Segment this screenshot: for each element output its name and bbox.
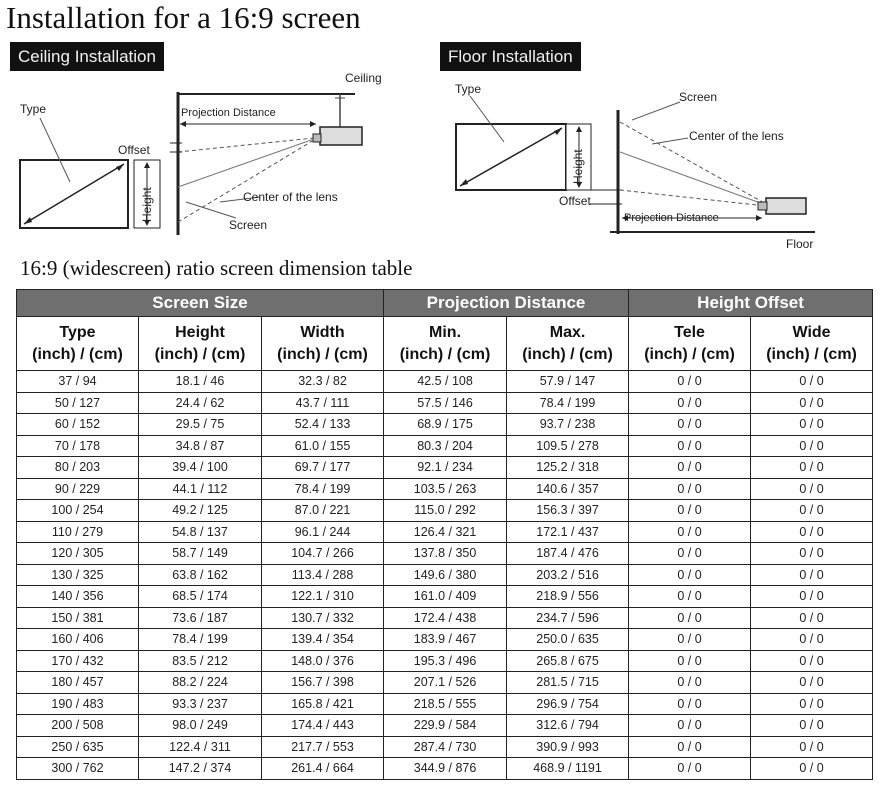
floor-height-label: Height	[571, 149, 585, 184]
table-cell: 195.3 / 496	[384, 650, 507, 672]
col-unit: (inch) / (cm)	[277, 345, 368, 363]
table-cell: 265.8 / 675	[507, 650, 629, 672]
table-cell: 344.9 / 876	[384, 758, 507, 780]
table-cell: 0 / 0	[751, 414, 873, 436]
table-cell: 229.9 / 584	[384, 715, 507, 737]
col-min	[384, 317, 507, 371]
table-cell: 92.1 / 234	[384, 457, 507, 479]
group-header-row	[17, 290, 873, 317]
col-label: Tele	[674, 323, 705, 341]
col-label: Type	[59, 323, 96, 341]
table-cell: 93.3 / 237	[139, 693, 262, 715]
table-cell: 0 / 0	[629, 607, 751, 629]
table-row	[17, 521, 873, 543]
table-cell: 126.4 / 321	[384, 521, 507, 543]
table-row	[17, 500, 873, 522]
col-unit: (inch) / (cm)	[644, 345, 735, 363]
table-cell: 50 / 127	[17, 392, 139, 414]
table-cell: 250.0 / 635	[507, 629, 629, 651]
col-label: Height	[175, 323, 225, 341]
table-cell: 24.4 / 62	[139, 392, 262, 414]
table-cell: 120 / 305	[17, 543, 139, 565]
table-cell: 109.5 / 278	[507, 435, 629, 457]
table-cell: 60 / 152	[17, 414, 139, 436]
table-cell: 61.0 / 155	[262, 435, 384, 457]
table-cell: 78.4 / 199	[262, 478, 384, 500]
table-cell: 88.2 / 224	[139, 672, 262, 694]
col-unit: (inch) / (cm)	[32, 345, 123, 363]
column-header-row	[17, 317, 873, 371]
table-cell: 0 / 0	[629, 435, 751, 457]
table-cell: 58.7 / 149	[139, 543, 262, 565]
table-cell: 0 / 0	[629, 629, 751, 651]
table-cell: 104.7 / 266	[262, 543, 384, 565]
table-cell: 103.5 / 263	[384, 478, 507, 500]
table-row	[17, 414, 873, 436]
table-cell: 0 / 0	[751, 478, 873, 500]
ceiling-screen-label: Screen	[229, 218, 268, 232]
table-row	[17, 650, 873, 672]
table-cell: 139.4 / 354	[262, 629, 384, 651]
table-cell: 73.6 / 187	[139, 607, 262, 629]
table-cell: 183.9 / 467	[384, 629, 507, 651]
col-height	[139, 317, 262, 371]
table-cell: 172.1 / 437	[507, 521, 629, 543]
floor-label: Floor	[786, 237, 814, 251]
ceiling-label: Ceiling	[345, 71, 382, 85]
ceiling-installation-diagram	[10, 72, 410, 247]
table-cell: 113.4 / 288	[262, 564, 384, 586]
table-cell: 150 / 381	[17, 607, 139, 629]
table-row	[17, 758, 873, 780]
col-unit: (inch) / (cm)	[399, 345, 491, 363]
table-cell: 0 / 0	[751, 758, 873, 780]
table-cell: 170 / 432	[17, 650, 139, 672]
table-row	[17, 586, 873, 608]
table-cell: 78.4 / 199	[507, 392, 629, 414]
table-cell: 43.7 / 111	[262, 392, 384, 414]
table-cell: 0 / 0	[629, 457, 751, 479]
table-cell: 0 / 0	[629, 392, 751, 414]
ceiling-height-label: Height	[140, 187, 154, 222]
table-cell: 125.2 / 318	[507, 457, 629, 479]
table-row	[17, 435, 873, 457]
table-row	[17, 392, 873, 414]
table-cell: 296.9 / 754	[507, 693, 629, 715]
ceiling-installation-header: Ceiling Installation	[10, 42, 164, 71]
table-cell: 0 / 0	[751, 371, 873, 393]
table-cell: 149.6 / 380	[384, 564, 507, 586]
table-cell: 69.7 / 177	[262, 457, 384, 479]
table-row	[17, 715, 873, 737]
table-cell: 234.7 / 596	[507, 607, 629, 629]
table-cell: 70 / 178	[17, 435, 139, 457]
table-cell: 90 / 229	[17, 478, 139, 500]
table-cell: 250 / 635	[17, 736, 139, 758]
table-cell: 200 / 508	[17, 715, 139, 737]
col-label: Min.	[429, 323, 462, 341]
table-cell: 281.5 / 715	[507, 672, 629, 694]
floor-center-lens-label: Center of the lens	[689, 129, 784, 143]
table-cell: 0 / 0	[629, 715, 751, 737]
table-cell: 29.5 / 75	[139, 414, 262, 436]
table-cell: 217.7 / 553	[262, 736, 384, 758]
table-cell: 93.7 / 238	[507, 414, 629, 436]
col-unit: (inch) / (cm)	[154, 345, 246, 363]
table-cell: 190 / 483	[17, 693, 139, 715]
table-cell: 0 / 0	[751, 586, 873, 608]
table-cell: 468.9 / 1191	[507, 758, 629, 780]
table-cell: 0 / 0	[629, 758, 751, 780]
table-row	[17, 693, 873, 715]
table-cell: 100 / 254	[17, 500, 139, 522]
table-cell: 174.4 / 443	[262, 715, 384, 737]
table-cell: 148.0 / 376	[262, 650, 384, 672]
table-cell: 218.5 / 555	[384, 693, 507, 715]
table-cell: 18.1 / 46	[139, 371, 262, 393]
table-cell: 0 / 0	[629, 586, 751, 608]
table-cell: 39.4 / 100	[139, 457, 262, 479]
table-row	[17, 371, 873, 393]
table-cell: 0 / 0	[751, 650, 873, 672]
table-body	[17, 371, 873, 780]
table-cell: 0 / 0	[629, 521, 751, 543]
col-label: Wide	[792, 323, 831, 341]
col-type	[17, 317, 139, 371]
table-cell: 207.1 / 526	[384, 672, 507, 694]
table-cell: 37 / 94	[17, 371, 139, 393]
table-cell: 0 / 0	[751, 543, 873, 565]
table-cell: 0 / 0	[751, 629, 873, 651]
table-cell: 87.0 / 221	[262, 500, 384, 522]
table-cell: 32.3 / 82	[262, 371, 384, 393]
table-cell: 57.5 / 146	[384, 392, 507, 414]
table-row	[17, 736, 873, 758]
table-cell: 54.8 / 137	[139, 521, 262, 543]
table-cell: 0 / 0	[751, 693, 873, 715]
table-cell: 122.4 / 311	[139, 736, 262, 758]
table-cell: 312.6 / 794	[507, 715, 629, 737]
col-width	[262, 317, 384, 371]
col-unit: (inch) / (cm)	[522, 345, 613, 363]
table-cell: 0 / 0	[629, 371, 751, 393]
col-label: Width	[300, 323, 345, 341]
table-cell: 63.8 / 162	[139, 564, 262, 586]
table-cell: 261.4 / 664	[262, 758, 384, 780]
col-wide	[751, 317, 873, 371]
table-cell: 0 / 0	[751, 736, 873, 758]
group-screen-size: Screen Size	[17, 290, 384, 317]
table-cell: 203.2 / 516	[507, 564, 629, 586]
floor-projection-distance-label: Projection Distance	[624, 212, 719, 224]
table-cell: 96.1 / 244	[262, 521, 384, 543]
table-cell: 78.4 / 199	[139, 629, 262, 651]
table-cell: 160 / 406	[17, 629, 139, 651]
table-cell: 156.7 / 398	[262, 672, 384, 694]
table-cell: 0 / 0	[629, 500, 751, 522]
table-cell: 137.8 / 350	[384, 543, 507, 565]
table-cell: 0 / 0	[751, 564, 873, 586]
table-cell: 172.4 / 438	[384, 607, 507, 629]
table-cell: 52.4 / 133	[262, 414, 384, 436]
ceiling-projection-distance-label: Projection Distance	[181, 107, 276, 119]
table-cell: 98.0 / 249	[139, 715, 262, 737]
table-cell: 0 / 0	[751, 457, 873, 479]
ceiling-offset-label: Offset	[118, 143, 150, 157]
table-row	[17, 564, 873, 586]
table-cell: 49.2 / 125	[139, 500, 262, 522]
table-cell: 300 / 762	[17, 758, 139, 780]
ceiling-type-label: Type	[20, 102, 47, 116]
table-row	[17, 672, 873, 694]
group-projection-distance: Projection Distance	[384, 290, 629, 317]
table-row	[17, 607, 873, 629]
table-cell: 218.9 / 556	[507, 586, 629, 608]
table-cell: 80.3 / 204	[384, 435, 507, 457]
table-cell: 0 / 0	[751, 715, 873, 737]
table-cell: 42.5 / 108	[384, 371, 507, 393]
table-cell: 0 / 0	[629, 414, 751, 436]
group-height-offset: Height Offset	[629, 290, 873, 317]
table-cell: 287.4 / 730	[384, 736, 507, 758]
col-max	[507, 317, 629, 371]
table-cell: 187.4 / 476	[507, 543, 629, 565]
table-row	[17, 457, 873, 479]
table-cell: 57.9 / 147	[507, 371, 629, 393]
page-title: Installation for a 16:9 screen	[6, 0, 361, 35]
col-unit: (inch) / (cm)	[766, 345, 857, 363]
table-row	[17, 478, 873, 500]
ceiling-center-lens-label: Center of the lens	[243, 190, 338, 204]
table-cell: 0 / 0	[629, 693, 751, 715]
table-cell: 156.3 / 397	[507, 500, 629, 522]
table-cell: 130 / 325	[17, 564, 139, 586]
table-cell: 68.5 / 174	[139, 586, 262, 608]
table-cell: 68.9 / 175	[384, 414, 507, 436]
floor-offset-label: Offset	[559, 194, 591, 208]
table-cell: 0 / 0	[629, 478, 751, 500]
table-cell: 83.5 / 212	[139, 650, 262, 672]
table-cell: 80 / 203	[17, 457, 139, 479]
col-tele	[629, 317, 751, 371]
table-cell: 390.9 / 993	[507, 736, 629, 758]
table-row	[17, 543, 873, 565]
table-cell: 110 / 279	[17, 521, 139, 543]
table-cell: 140.6 / 357	[507, 478, 629, 500]
table-cell: 180 / 457	[17, 672, 139, 694]
table-cell: 122.1 / 310	[262, 586, 384, 608]
floor-type-label: Type	[455, 82, 482, 96]
table-cell: 0 / 0	[751, 521, 873, 543]
table-cell: 140 / 356	[17, 586, 139, 608]
table-title: 16:9 (widescreen) ratio screen dimension table	[20, 256, 413, 280]
table-cell: 0 / 0	[751, 500, 873, 522]
table-cell: 0 / 0	[629, 650, 751, 672]
table-row	[17, 629, 873, 651]
table-cell: 0 / 0	[629, 543, 751, 565]
table-cell: 161.0 / 409	[384, 586, 507, 608]
col-label: Max.	[549, 323, 586, 341]
table-cell: 0 / 0	[629, 672, 751, 694]
table-cell: 44.1 / 112	[139, 478, 262, 500]
table-cell: 130.7 / 332	[262, 607, 384, 629]
floor-screen-label: Screen	[679, 90, 718, 104]
floor-installation-header: Floor Installation	[440, 42, 581, 71]
table-cell: 0 / 0	[751, 607, 873, 629]
table-cell: 0 / 0	[629, 736, 751, 758]
screen-dimension-table	[16, 289, 873, 780]
table-cell: 147.2 / 374	[139, 758, 262, 780]
table-cell: 115.0 / 292	[384, 500, 507, 522]
table-cell: 0 / 0	[629, 564, 751, 586]
table-cell: 165.8 / 421	[262, 693, 384, 715]
table-cell: 0 / 0	[751, 672, 873, 694]
table-cell: 0 / 0	[751, 392, 873, 414]
table-cell: 0 / 0	[751, 435, 873, 457]
table-cell: 34.8 / 87	[139, 435, 262, 457]
